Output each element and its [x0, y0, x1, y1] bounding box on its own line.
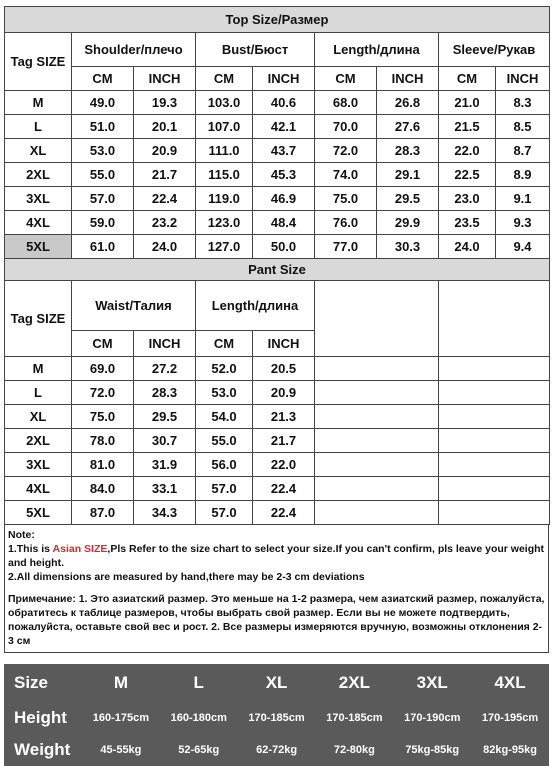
- measure-cell: 70.0: [315, 115, 377, 139]
- measure-cell: 103.0: [196, 91, 253, 115]
- measure-cell: 45.3: [253, 163, 315, 187]
- guide-value: 160-180cm: [170, 712, 227, 724]
- tag-size-cell: 2XL: [5, 429, 72, 453]
- top-size-row: [5, 187, 550, 211]
- measure-cell: 74.0: [315, 163, 377, 187]
- guide-row-size: [4, 664, 549, 702]
- measure-cell: 75.0: [72, 405, 134, 429]
- measure-cell: 21.7: [134, 163, 196, 187]
- note-line-1-prefix: 1.This is: [8, 543, 53, 555]
- unit-cm: CM: [72, 331, 134, 357]
- measure-cell: 55.0: [72, 163, 134, 187]
- measure-cell: 49.0: [72, 91, 134, 115]
- empty-cell: [439, 501, 550, 525]
- measure-cell: 21.0: [439, 91, 496, 115]
- pant-length-header: Length/длина: [196, 281, 315, 331]
- measure-cell: 72.0: [315, 139, 377, 163]
- measure-cell: 42.1: [253, 115, 315, 139]
- measure-cell: 20.1: [134, 115, 196, 139]
- empty-cell: [315, 477, 439, 501]
- guide-value: M: [113, 673, 128, 692]
- empty-cell: [439, 357, 550, 381]
- measure-cell: 28.3: [377, 139, 439, 163]
- empty-cell: [439, 429, 550, 453]
- measure-cell: 30.3: [377, 235, 439, 259]
- unit-inch: INCH: [253, 331, 315, 357]
- unit-cm: CM: [196, 67, 253, 91]
- measure-cell: 57.0: [196, 501, 253, 525]
- pant-size-row: [5, 453, 550, 477]
- measure-cell: 30.7: [134, 429, 196, 453]
- empty-cell: [315, 501, 439, 525]
- empty-cell: [439, 381, 550, 405]
- tag-size-cell: 3XL: [5, 453, 72, 477]
- measure-cell: 53.0: [196, 381, 253, 405]
- measure-cell: 123.0: [196, 211, 253, 235]
- measure-cell: 8.7: [496, 139, 550, 163]
- guide-value: 170-185cm: [326, 712, 383, 724]
- tag-size-cell: L: [5, 381, 72, 405]
- empty-cell: [315, 405, 439, 429]
- measure-cell: 54.0: [196, 405, 253, 429]
- measure-cell: 51.0: [72, 115, 134, 139]
- height-weight-guide: [4, 664, 549, 766]
- measure-cell: 43.7: [253, 139, 315, 163]
- bust-header: Bust/Бюст: [196, 33, 315, 67]
- unit-inch: INCH: [496, 67, 550, 91]
- empty-cell: [315, 453, 439, 477]
- guide-value: 45-55kg: [100, 744, 142, 756]
- asian-size-highlight: Asian SIZE: [52, 543, 108, 555]
- measure-cell: 8.9: [496, 163, 550, 187]
- pant-size-row: [5, 477, 550, 501]
- measure-cell: 21.7: [253, 429, 315, 453]
- measure-cell: 23.5: [439, 211, 496, 235]
- guide-value: 75kg-85kg: [405, 744, 460, 756]
- measure-cell: 69.0: [72, 357, 134, 381]
- empty-cell: [315, 357, 439, 381]
- measure-cell: 34.3: [134, 501, 196, 525]
- measure-cell: 52.0: [196, 357, 253, 381]
- tag-size-cell: 5XL: [5, 501, 72, 525]
- measure-cell: 8.5: [496, 115, 550, 139]
- measure-cell: 24.0: [134, 235, 196, 259]
- top-size-row: [5, 235, 550, 259]
- top-size-row: [5, 211, 550, 235]
- measure-cell: 57.0: [72, 187, 134, 211]
- note-line-1: [8, 542, 546, 570]
- empty-cell: [439, 405, 550, 429]
- tag-size-cell: M: [5, 91, 72, 115]
- tag-size-cell: 4XL: [5, 211, 72, 235]
- measure-cell: 55.0: [196, 429, 253, 453]
- measure-cell: 57.0: [196, 477, 253, 501]
- unit-inch: INCH: [253, 67, 315, 91]
- guide-value: L: [193, 673, 204, 692]
- guide-value: 62-72kg: [256, 744, 298, 756]
- measure-cell: 22.4: [253, 477, 315, 501]
- length-header: Length/длина: [315, 33, 439, 67]
- guide-row-height: [4, 702, 549, 734]
- measure-cell: 22.5: [439, 163, 496, 187]
- guide-value: 4XL: [494, 673, 526, 692]
- measure-cell: 28.3: [134, 381, 196, 405]
- measure-cell: 72.0: [72, 381, 134, 405]
- guide-value: 170-185cm: [248, 712, 305, 724]
- measure-cell: 24.0: [439, 235, 496, 259]
- empty-cell: [439, 281, 550, 357]
- empty-cell: [439, 453, 550, 477]
- measure-cell: 56.0: [196, 453, 253, 477]
- guide-value: 170-190cm: [404, 712, 461, 724]
- measure-cell: 22.0: [253, 453, 315, 477]
- measure-cell: 87.0: [72, 501, 134, 525]
- tag-size-cell: M: [5, 357, 72, 381]
- measure-cell: 40.6: [253, 91, 315, 115]
- measure-cell: 29.5: [134, 405, 196, 429]
- tag-size-cell: 4XL: [5, 477, 72, 501]
- guide-value: 160-175cm: [92, 712, 150, 724]
- pant-size-row: [5, 405, 550, 429]
- measure-cell: 22.4: [253, 501, 315, 525]
- sleeve-header: Sleeve/Рукав: [439, 33, 550, 67]
- note-line-1-rest: ,Pls Refer to the size chart to select your size.If you can't confirm, pls leave your weight and height.: [8, 543, 545, 569]
- top-size-row: [5, 139, 550, 163]
- measure-cell: 33.1: [134, 477, 196, 501]
- tag-size-cell: XL: [5, 139, 72, 163]
- measure-cell: 26.8: [377, 91, 439, 115]
- unit-inch: INCH: [377, 67, 439, 91]
- measure-cell: 20.9: [134, 139, 196, 163]
- unit-cm: CM: [196, 331, 253, 357]
- top-size-row: [5, 91, 550, 115]
- guide-value: 72-80kg: [333, 744, 375, 756]
- unit-cm: CM: [439, 67, 496, 91]
- tag-size-cell: 5XL: [5, 235, 72, 259]
- guide-value: 170-195cm: [481, 712, 539, 724]
- measure-cell: 46.9: [253, 187, 315, 211]
- measure-cell: 53.0: [72, 139, 134, 163]
- pant-size-row: [5, 357, 550, 381]
- measure-cell: 81.0: [72, 453, 134, 477]
- top-size-row: [5, 163, 550, 187]
- tag-size-cell: L: [5, 115, 72, 139]
- empty-cell: [315, 281, 439, 357]
- tag-size-cell: 2XL: [5, 163, 72, 187]
- pant-tag-size-header: Tag SIZE: [5, 281, 72, 357]
- measure-cell: 48.4: [253, 211, 315, 235]
- measure-cell: 77.0: [315, 235, 377, 259]
- waist-header: Waist/Талия: [72, 281, 196, 331]
- note-heading: Note:: [8, 529, 35, 541]
- measure-cell: 127.0: [196, 235, 253, 259]
- guide-label: Size: [14, 673, 49, 692]
- measure-cell: 20.5: [253, 357, 315, 381]
- measure-cell: 20.9: [253, 381, 315, 405]
- measure-cell: 61.0: [72, 235, 134, 259]
- guide-value: XL: [265, 673, 288, 692]
- measure-cell: 23.2: [134, 211, 196, 235]
- pant-size-row: [5, 381, 550, 405]
- measure-cell: 27.6: [377, 115, 439, 139]
- guide-label: Weight: [14, 740, 71, 759]
- measure-cell: 31.9: [134, 453, 196, 477]
- measure-cell: 84.0: [72, 477, 134, 501]
- measure-cell: 107.0: [196, 115, 253, 139]
- guide-value: 3XL: [416, 673, 448, 692]
- tag-size-cell: XL: [5, 405, 72, 429]
- measure-cell: 111.0: [196, 139, 253, 163]
- note-line-2: 2.All dimensions are measured by hand,there may be 2-3 cm deviations: [8, 571, 365, 583]
- measure-cell: 29.1: [377, 163, 439, 187]
- unit-inch: INCH: [134, 67, 196, 91]
- guide-value: 52-65kg: [178, 744, 220, 756]
- guide-row-weight: [4, 734, 549, 766]
- pant-size-row: [5, 501, 550, 525]
- empty-cell: [315, 381, 439, 405]
- pant-size-title: Pant Size: [5, 259, 550, 281]
- measure-cell: 50.0: [253, 235, 315, 259]
- note-box: [4, 525, 549, 653]
- measure-cell: 22.0: [439, 139, 496, 163]
- top-size-title: Top Size/Размер: [5, 7, 550, 33]
- measure-cell: 75.0: [315, 187, 377, 211]
- measure-cell: 68.0: [315, 91, 377, 115]
- measure-cell: 27.2: [134, 357, 196, 381]
- measure-cell: 29.5: [377, 187, 439, 211]
- measure-cell: 21.3: [253, 405, 315, 429]
- top-size-row: [5, 115, 550, 139]
- measure-cell: 59.0: [72, 211, 134, 235]
- measure-cell: 29.9: [377, 211, 439, 235]
- note-russian: Примечание: 1. Это азиатский размер. Это меньше на 1-2 размера, чем азиатский размер, пожалуйста, обратитесь к таблице размеров, чтобы выбрать свой размер. Если вы не можете подтвердить, пожалуйста, оставьте свой вес и рост. 2. Все размеры измеряются вручную, возможны отклонения 2-3 см: [8, 593, 545, 647]
- empty-cell: [439, 477, 550, 501]
- pant-size-row: [5, 429, 550, 453]
- guide-value: 82kg-95kg: [483, 744, 537, 756]
- tag-size-cell: 3XL: [5, 187, 72, 211]
- guide-label: Height: [14, 708, 67, 727]
- measure-cell: 23.0: [439, 187, 496, 211]
- measure-cell: 9.3: [496, 211, 550, 235]
- shoulder-header: Shoulder/плечо: [72, 33, 196, 67]
- empty-cell: [315, 429, 439, 453]
- top-tag-size-header: Tag SIZE: [5, 33, 72, 91]
- measure-cell: 22.4: [134, 187, 196, 211]
- top-unit-row: [5, 67, 550, 91]
- measure-cell: 115.0: [196, 163, 253, 187]
- measure-cell: 19.3: [134, 91, 196, 115]
- unit-inch: INCH: [134, 331, 196, 357]
- guide-value: 2XL: [338, 673, 370, 692]
- measure-cell: 78.0: [72, 429, 134, 453]
- measure-cell: 119.0: [196, 187, 253, 211]
- measure-cell: 76.0: [315, 211, 377, 235]
- size-chart: [4, 6, 549, 766]
- measure-cell: 21.5: [439, 115, 496, 139]
- measure-cell: 9.1: [496, 187, 550, 211]
- top-size-table: [4, 6, 550, 525]
- measure-cell: 9.4: [496, 235, 550, 259]
- unit-cm: CM: [72, 67, 134, 91]
- measure-cell: 8.3: [496, 91, 550, 115]
- unit-cm: CM: [315, 67, 377, 91]
